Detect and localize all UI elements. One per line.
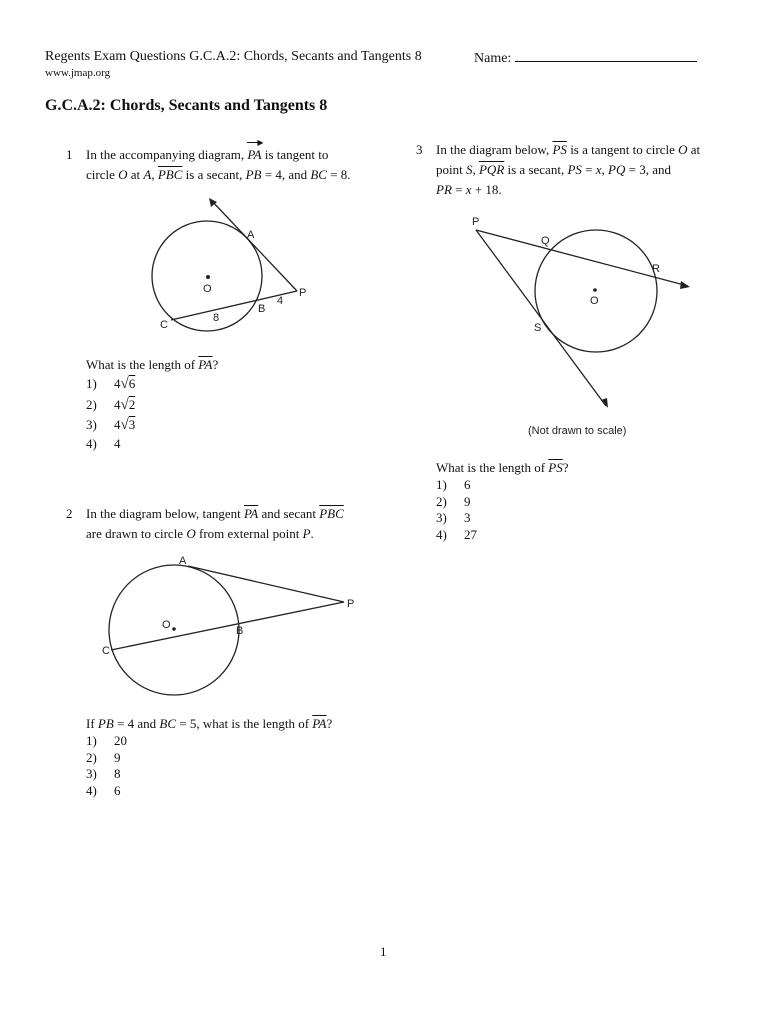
label-c: C	[102, 645, 110, 657]
label-o: O	[590, 295, 599, 307]
label-p: P	[347, 598, 355, 610]
center-dot	[172, 627, 176, 631]
ray-arrow-icon: ▶	[257, 138, 264, 147]
header-title: Regents Exam Questions G.C.A.2: Chords, Secants and Tangents 8	[45, 49, 422, 64]
question-1-number: 1	[66, 147, 73, 162]
label-c: C	[160, 319, 168, 331]
question-1-choices	[86, 376, 135, 452]
choice-3: 3) 8	[86, 766, 121, 781]
label-len-8: 8	[213, 312, 220, 324]
ray-pa: PA ▶	[247, 138, 264, 162]
question-1-diagram	[145, 190, 320, 340]
choice-3: 3) 3	[436, 510, 471, 525]
label-p: P	[472, 216, 480, 228]
arrowhead-icon	[680, 281, 690, 289]
tangent-pa	[211, 200, 297, 291]
center-dot	[593, 288, 597, 292]
secant-pbc	[111, 602, 344, 650]
center-dot	[206, 275, 210, 279]
label-p: P	[299, 287, 307, 299]
label-o: O	[162, 619, 171, 631]
question-3-text: 3 In the diagram below, $\overline{PS}$ is a tangent to circle O at point S, $\overline{PQR}$ is a secant, PS = x, PQ = 3, and PR = x + 18.	[416, 142, 701, 197]
choice-2: 2) 4√2	[86, 396, 136, 413]
question-2-number: 2	[66, 506, 73, 521]
question-2-choices	[86, 733, 127, 799]
sqrt-icon: √	[120, 417, 129, 433]
label-r: R	[652, 263, 660, 275]
question-1-text: 1 In the accompanying diagram, PA ▶ is tangent to circle O at A, $\overline{PBC}$ is a secant, PB = 4, and BC = 8.	[66, 138, 351, 182]
page-number: 1	[380, 944, 387, 959]
arrowhead-icon	[601, 398, 608, 408]
question-3-choices	[436, 477, 477, 543]
site-url: www.jmap.org	[45, 67, 111, 79]
label-len-4: 4	[277, 295, 284, 307]
secant-pqr	[476, 230, 688, 286]
question-3-number: 3	[416, 142, 423, 157]
choice-2: 2) 9	[436, 493, 471, 509]
name-label: Name:	[474, 51, 512, 66]
choice-4: 4) 6	[86, 782, 121, 798]
tangent-ps	[476, 230, 606, 406]
name-line	[515, 49, 697, 62]
label-s: S	[534, 322, 542, 334]
label-o: O	[203, 283, 212, 295]
sqrt-icon: √	[120, 396, 129, 413]
choice-4: 4) 27	[436, 526, 477, 542]
choice-1: 1) 6	[436, 477, 471, 492]
tangent-pa	[188, 566, 344, 602]
choice-2: 2) 9	[86, 749, 121, 765]
question-3-diagram	[460, 210, 710, 445]
label-q: Q	[541, 235, 550, 247]
choice-4: 4) 4	[86, 435, 121, 451]
choice-1: 1) 20	[86, 733, 127, 748]
name-field	[474, 49, 697, 67]
choice-3: 3) 4√3	[86, 417, 136, 433]
question-1-prompt: What is the length of $\overline{PA}$?	[86, 357, 219, 372]
question-3-prompt: What is the length of $\overline{PS}$?	[436, 460, 569, 475]
page-title: G.C.A.2: Chords, Secants and Tangents 8	[45, 97, 328, 114]
label-b: B	[236, 625, 244, 637]
choice-1: 1) 4√6	[86, 376, 136, 392]
question-2-text: 2 In the diagram below, tangent $\overline{PA}$ and secant $\overline{PBC}$ are drawn to circle O from external point P.	[66, 506, 344, 541]
question-2-prompt: If PB = 4 and BC = 5, what is the length of $\overline{PA}$?	[86, 716, 333, 731]
question-2-diagram	[98, 552, 368, 714]
diagram-note: (Not drawn to scale)	[528, 425, 627, 437]
sqrt-icon: √	[120, 376, 129, 392]
page-header	[45, 49, 422, 65]
label-a: A	[247, 229, 255, 241]
label-a: A	[179, 555, 187, 567]
label-b: B	[258, 303, 266, 315]
